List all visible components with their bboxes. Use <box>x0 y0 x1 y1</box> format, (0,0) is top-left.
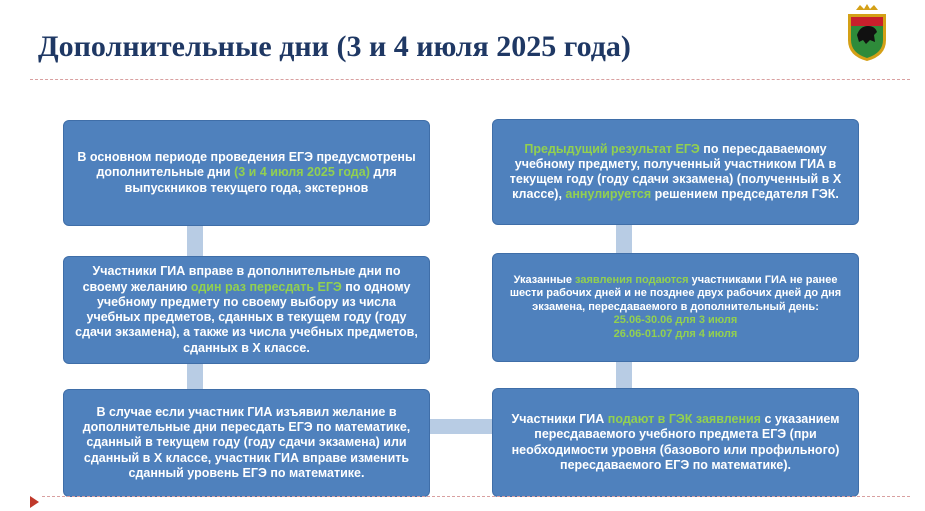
box5-text-1: Указанные <box>513 273 576 286</box>
box6-highlight-submit: подают в ГЭК заявления <box>607 412 761 426</box>
connector-right-bottom <box>616 362 632 388</box>
connector-left-top <box>187 226 203 256</box>
box1-text-1: В основном периоде проведения ЕГЭ предусмотрены дополнительные дни <box>77 150 416 180</box>
footer-divider <box>42 496 910 497</box>
box5-highlight-applications: заявления подаются <box>575 273 689 286</box>
connector-left-bottom <box>187 364 203 389</box>
page-title: Дополнительные дни (3 и 4 июля 2025 года) <box>38 30 631 63</box>
connector-middle-horizontal <box>430 419 492 434</box>
box5-deadline-july-4: 26.06-01.07 для 4 июля <box>613 327 738 340</box>
submit-applications-box <box>492 388 859 497</box>
title-divider <box>30 79 910 80</box>
box2-highlight-retake: один раз пересдать ЕГЭ <box>190 279 342 294</box>
box1-text-2: для выпускников текущего года, экстернов <box>124 165 397 195</box>
box4-highlight-previous-result: Предыдущий результат ЕГЭ <box>524 141 700 156</box>
connector-right-top <box>616 225 632 253</box>
box5-deadline-july-3: 25.06-30.06 для 3 июля <box>613 314 738 327</box>
box5-text-2: участниками ГИА не ранее шести рабочих дней и не позднее двух рабочих дней до дня экзамена, пересдаваемого в дополнительный день: <box>509 273 842 313</box>
previous-result-annulled-box <box>492 119 859 225</box>
additional-days-info-box <box>63 120 430 226</box>
box6-text-1: Участники ГИА <box>511 412 608 426</box>
box2-text-2: по одному учебному предмету по своему выбору из числа учебных предметов, сданных в текущем году (году сдачи экзамена), а также из числа учебных предметов, сданных в Х классе. <box>75 279 418 355</box>
box4-highlight-annulled: аннулируется <box>565 187 652 202</box>
box1-highlight-dates: (3 и 4 июля 2025 года) <box>234 165 370 180</box>
application-deadlines-box <box>492 253 859 362</box>
box4-text-2: решением председателя ГЭК. <box>651 187 839 202</box>
retake-right-box <box>63 256 430 364</box>
box6-text-2: с указанием пересдаваемого учебного предмета ЕГЭ (при необходимости уровня (базового или профильного) пересдаваемого ЕГЭ по математике). <box>511 412 840 472</box>
karelia-coat-of-arms-icon <box>842 4 892 62</box>
bullet-arrow-icon <box>30 496 39 508</box>
box3-text-1: В случае если участник ГИА изъявил желание в дополнительные дни пересдать ЕГЭ по математике, сданный в текущем году (году сдачи экзамена) или сданный в Х классе, участник ГИА вправе изменить сданный уровень ЕГЭ по математике. <box>82 404 411 480</box>
math-level-change-box <box>63 389 430 497</box>
box4-text-1: по пересдаваемому учебному предмету, полученный участником ГИА в текущем году (году сдачи экзамена) (полученный в Х классе), <box>509 141 842 202</box>
box2-text-1: Участники ГИА вправе в дополнительные дни по своему желанию <box>82 264 401 294</box>
